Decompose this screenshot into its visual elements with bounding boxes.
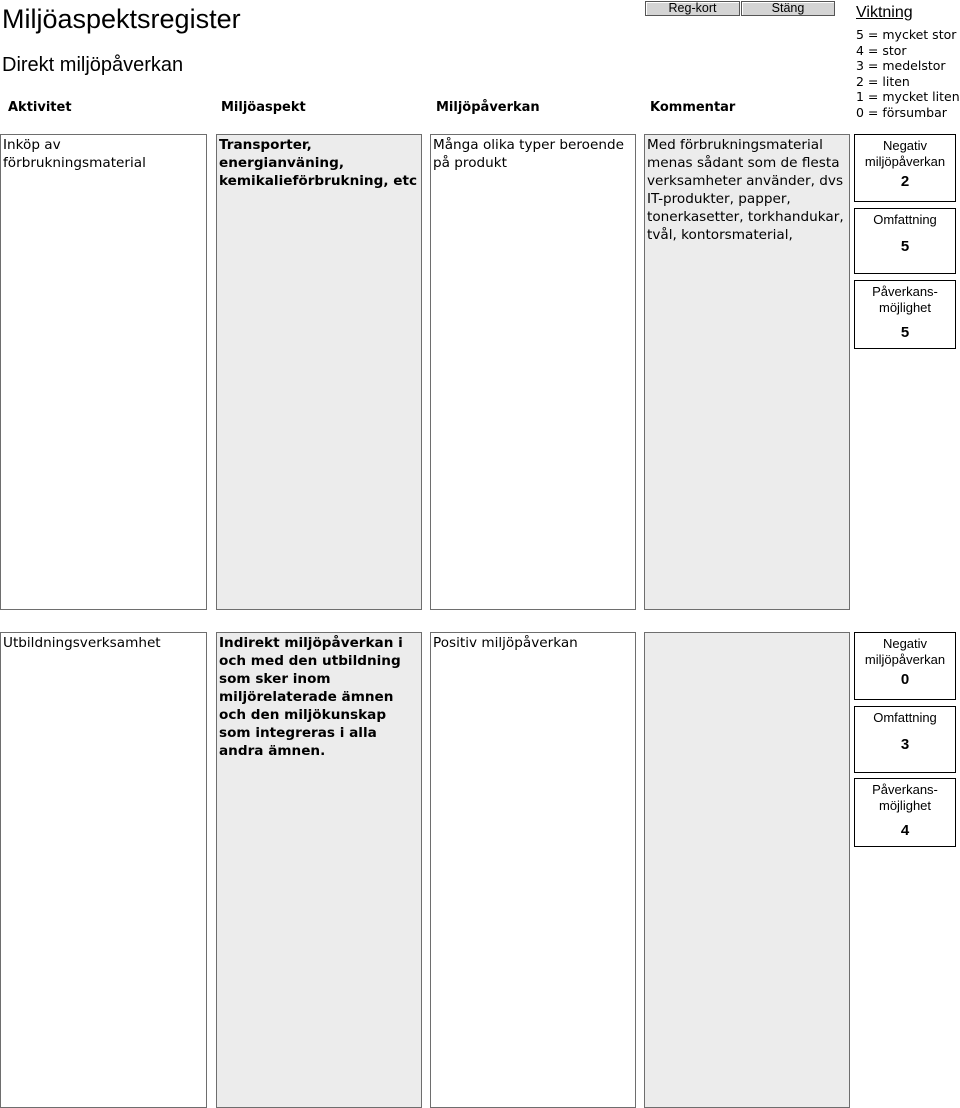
- page-subtitle: Direkt miljöpåverkan: [2, 54, 184, 76]
- miljopaverkan-field[interactable]: [430, 134, 636, 610]
- miljoaspekt-field[interactable]: [216, 134, 422, 610]
- legend-item: 3 = medelstor: [856, 58, 946, 74]
- negativ-value: 2: [900, 173, 910, 190]
- kommentar-text: Med förbrukningsmaterial menas sådant som de flesta verksamheter använder, dvs IT-produkter, papper, tonerkasetter, torkhandukar, tvål, kontorsmaterial,: [647, 137, 844, 243]
- negativ-miljopaverkan-box[interactable]: [854, 134, 956, 202]
- legend-item: 4 = stor: [856, 42, 907, 58]
- miljoaspekt-text: Indirekt miljöpåverkan i och med den utbildning som sker inom miljörelaterade ämnen och den miljökunskap som integreras i alla andra ämnen.: [219, 635, 403, 759]
- column-header-miljopaverkan: Miljöpåverkan: [436, 100, 540, 115]
- aktivitet-field[interactable]: [0, 134, 207, 610]
- miljopaverkan-text: Positiv miljöpåverkan: [433, 635, 578, 651]
- omfattning-label: Omfattning: [873, 710, 937, 725]
- omfattning-value: 5: [900, 238, 910, 255]
- aktivitet-field[interactable]: [0, 632, 207, 1108]
- miljopaverkan-text: Många olika typer beroende på produkt: [433, 137, 624, 171]
- paverkansmojlighet-box[interactable]: [854, 280, 956, 349]
- paverkan-value: 5: [900, 324, 910, 341]
- legend-item: 2 = liten: [856, 73, 910, 89]
- negativ-miljopaverkan-box[interactable]: [854, 632, 956, 700]
- omfattning-box[interactable]: [854, 208, 956, 274]
- column-header-aktivitet: Aktivitet: [8, 100, 72, 115]
- paverkan-value: 4: [900, 822, 910, 839]
- stang-button[interactable]: Stäng: [741, 1, 835, 16]
- paverkan-label: Påverkans-möjlighet: [872, 782, 938, 813]
- kommentar-field[interactable]: [644, 632, 850, 1108]
- miljoaspekt-text: Transporter, energianväning, kemikalieförbrukning, etc: [219, 137, 417, 189]
- miljopaverkan-field[interactable]: [430, 632, 636, 1108]
- aktivitet-text: Inköp av förbrukningsmaterial: [3, 137, 146, 171]
- miljoaspekt-field[interactable]: [216, 632, 422, 1108]
- legend-item: 5 = mycket stor: [856, 27, 957, 42]
- column-header-miljoaspekt: Miljöaspekt: [221, 100, 306, 115]
- page-title: Miljöaspektsregister: [2, 4, 241, 34]
- negativ-value: 0: [900, 671, 910, 688]
- column-header-kommentar: Kommentar: [650, 100, 736, 115]
- negativ-label: Negativ miljöpåverkan: [864, 636, 946, 667]
- kommentar-field[interactable]: [644, 134, 850, 610]
- legend-item: 1 = mycket liten: [856, 89, 960, 105]
- omfattning-box[interactable]: [854, 706, 956, 773]
- paverkan-label: Påverkans-möjlighet: [872, 284, 938, 315]
- paverkansmojlighet-box[interactable]: [854, 778, 956, 847]
- omfattning-label: Omfattning: [873, 212, 937, 227]
- aktivitet-text: Utbildningsverksamhet: [3, 635, 161, 651]
- legend-list: [856, 27, 960, 121]
- reg-kort-button[interactable]: Reg-kort: [645, 1, 740, 16]
- negativ-label: Negativ miljöpåverkan: [864, 138, 946, 169]
- omfattning-value: 3: [900, 736, 910, 753]
- legend-title: Viktning: [856, 4, 913, 21]
- legend-item: 0 = försumbar: [856, 104, 947, 120]
- kommentar-text: [645, 633, 849, 635]
